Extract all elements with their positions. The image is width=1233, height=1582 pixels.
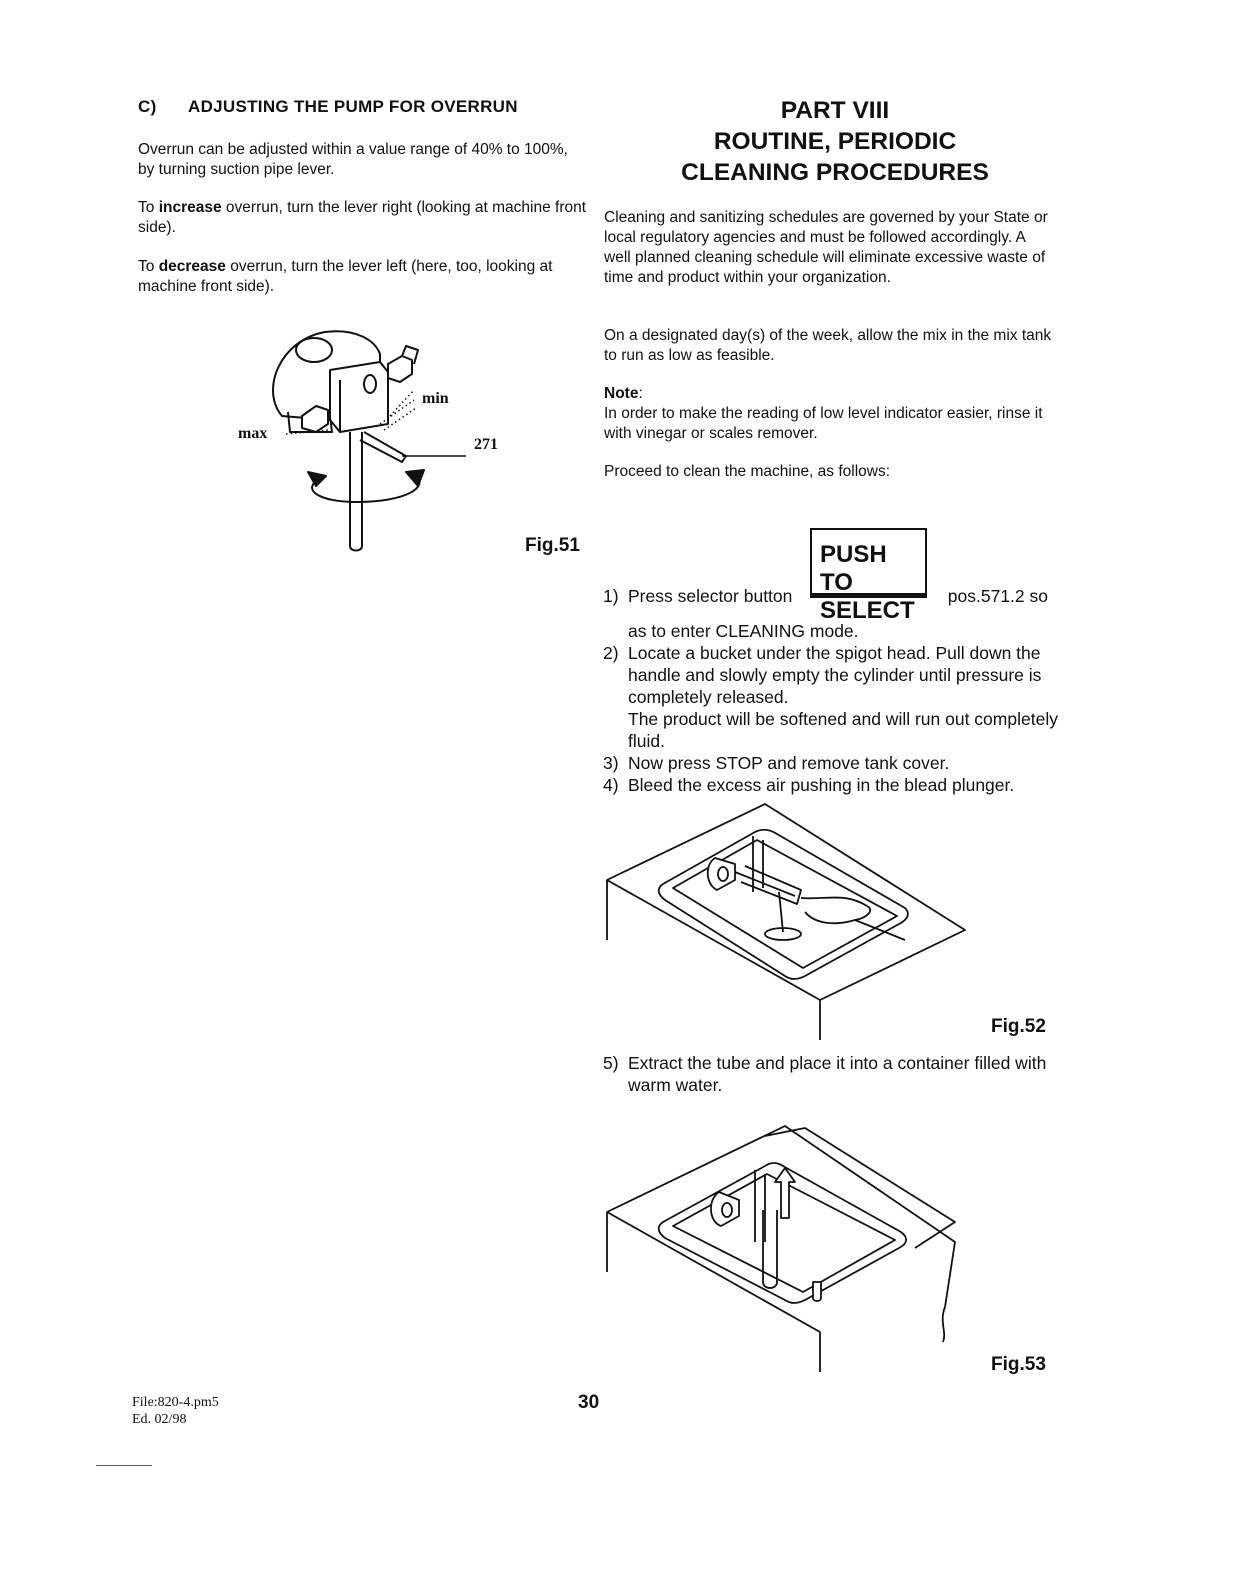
note-heading: Note: [604,385,643,402]
fig52-caption: Fig.52 [991,1016,1046,1037]
step-5: 5) Extract the tube and place it into a container filled with warm water. [603,1053,1047,1095]
part-title-line1: PART VIII [780,97,890,124]
increase-keyword: increase [158,199,222,216]
fig51-label-min: min [422,390,449,407]
proceed-text: Proceed to clean the machine, as follows: [604,463,891,480]
footer-rule [96,1465,152,1466]
footer-file-info [132,1394,219,1428]
fig52-bleed-illustration [605,800,970,1045]
step-1-continued: as to enter CLEANING mode. [628,621,859,641]
increase-instruction: To increase overrun, turn the lever right (looking at machine front side). [138,199,587,236]
part-title-line2: ROUTINE, PERIODIC [713,128,957,155]
fig51-pump-illustration [230,320,510,560]
decrease-instruction: To decrease overrun, turn the lever left (here, too, looking at machine front side). [138,258,553,295]
section-letter: C) [138,97,157,116]
fig53-tube-illustration [605,1122,970,1377]
steps-list [603,585,1058,796]
section-heading [138,97,518,117]
section-title: ADJUSTING THE PUMP FOR OVERRUN [188,97,518,116]
fig51-label-max: max [238,425,268,442]
step-2: 2) Locate a bucket under the spigot head. Pull down the handle and slowly empty the cylinder until pressure is completely released. The product will be softened and will run out completely fluid. [603,643,1058,751]
push-button-line2: SELECT [820,597,915,624]
footer-filename: File:820-4.pm5 [132,1395,219,1410]
page-number: 30 [578,1392,600,1413]
fig51-label-271: 271 [474,436,498,453]
note-text: In order to make the reading of low level indicator easier, rinse it with vinegar or scales remover. [604,405,1043,442]
step-4: 4) Bleed the excess air pushing in the blead plunger. [603,775,1015,795]
step-1: 1) Press selector button pos.571.2 so [603,586,1048,606]
fig53-caption: Fig.53 [991,1354,1046,1375]
overrun-intro: Overrun can be adjusted within a value range of 40% to 100%, by turning suction pipe lever. [138,141,568,178]
mix-level-paragraph: On a designated day(s) of the week, allow the mix in the mix tank to run as low as feasible. [604,327,1052,364]
step-3: 3) Now press STOP and remove tank cover. [603,753,950,773]
step-5-block [603,1052,1058,1096]
push-button-line1: PUSH TO [820,541,887,596]
decrease-keyword: decrease [158,258,226,275]
footer-edition: Ed. 02/98 [132,1412,187,1427]
cleaning-intro: Cleaning and sanitizing schedules are governed by your State or local regulatory agencies and must be followed accordingly. A well planned cleaning schedule will eliminate excessive waste of time and product within your organization. [604,209,1048,286]
note-label: Note [604,385,639,402]
part-title-line3: CLEANING PROCEDURES [681,159,989,186]
fig51-caption: Fig.51 [525,535,580,556]
part-title [600,95,1070,188]
